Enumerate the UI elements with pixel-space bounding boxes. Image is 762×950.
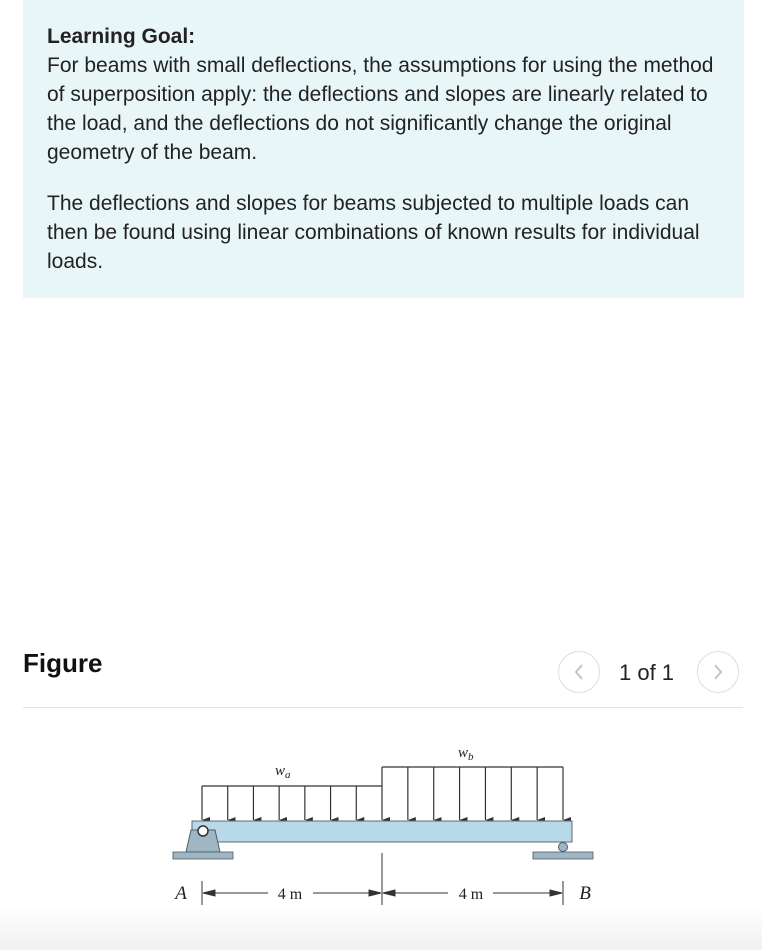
- beam-diagram: [0, 708, 762, 908]
- roller-support-b: [533, 843, 593, 860]
- span-2-label: 4 m: [458, 886, 484, 903]
- previous-figure-button[interactable]: [558, 651, 600, 693]
- learning-goal-paragraph-2: The deflections and slopes for beams subjected to multiple loads can then be found using linear combinations of known results for individual loads.: [47, 192, 700, 273]
- support-a-label: A: [175, 883, 187, 904]
- learning-goal-paragraph-1: For beams with small deflections, the assumptions for using the method of superposition apply: the deflections and slopes are linearly related to the load, and the deflections do not significantly change the original geometry of the beam.: [47, 54, 714, 164]
- figure-heading: Figure: [23, 648, 103, 678]
- load-b-label: $w_b$: [458, 745, 474, 763]
- chevron-left-icon: [573, 663, 585, 681]
- beam: [192, 821, 572, 842]
- learning-goal-title: Learning Goal:: [47, 25, 196, 48]
- distributed-load-b: [382, 767, 563, 786]
- support-b-label: B: [579, 883, 591, 904]
- span-1-label: 4 m: [277, 886, 303, 903]
- chevron-right-icon: [712, 663, 724, 681]
- dimension-lines: [202, 853, 563, 905]
- bottom-fade: [0, 905, 762, 950]
- next-figure-button[interactable]: [697, 651, 739, 693]
- load-a-label: $w_a$: [275, 763, 291, 781]
- learning-goal-panel: [23, 0, 744, 298]
- figure-pager-count: 1 of 1: [619, 660, 675, 685]
